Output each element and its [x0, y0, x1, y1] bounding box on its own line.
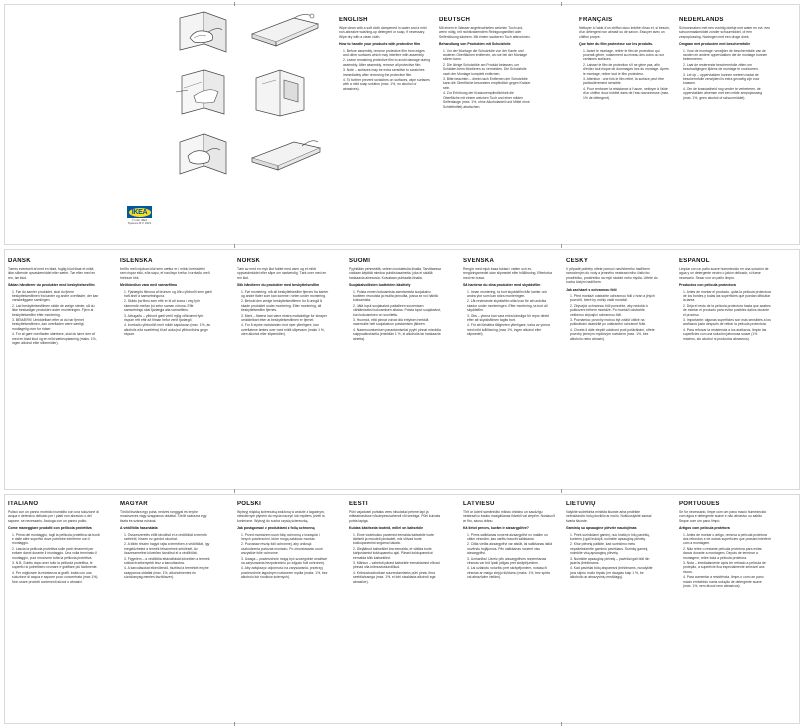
instruction-step: 3. Athugaðu – yfirborð gæti verið mjög viðkvæmt fyrir rispum rétt eftir að filman hefur verið fjarlægð. — [124, 313, 204, 323]
protective-film-heading: Suojakalvollisten tuotteiden käsittely — [349, 283, 411, 288]
instruction-step: 3. Importante: algunas superficies son más sensibles a los arañazos justo después de retirar la película protectora. — [683, 318, 771, 327]
instruction-step: 2. Låt resterande skyddsfilm sitta kvar för att undvika skador under monteringen. Efter montering, ta bort all skyddsfilm. — [467, 299, 548, 313]
instruction-step: 2. Ülejäänud kaitsekilet ära eemalda, et vältida toote kahjustamist kokkupaneku ajal. Pärast kokkupanekut eemalda kõik kaitsekiled. — [353, 546, 433, 560]
instruction-step: 4. Naarmuuntumisen parantamiseksi pyyhi pinnat miedolla saippualiuoksella (enintään 1 %, ei alkoholia tai hankaavia aineita). — [353, 327, 441, 341]
instruction-step: 1. Összeszerelés előtt távolítsd el a védőfóliát a termék széleiről, hiszen ez gondot okozhat. — [124, 532, 207, 542]
instruction-list — [349, 290, 441, 341]
protective-film-heading: A védőfólia használata — [120, 526, 158, 531]
instruction-step: 2. Die übrige Schutzfolie am Produkt belassen, um Schäden beim Montieren zu vermeiden. Die Schutzfolie nach der Montage komplett entfernen. — [443, 62, 527, 76]
fold-mark — [561, 2, 562, 6]
instruction-list — [463, 533, 555, 580]
language-title: DEUTSCH — [439, 17, 471, 23]
instruction-step: 4. Para reforzar la resistencia a los arañazos, limpie las superficies con una solución jabonosa suave (1% máximo, sin alcohol ni productos abrasivos). — [683, 327, 767, 341]
language-column — [349, 501, 441, 726]
language-title: DANSK — [8, 258, 31, 264]
instruction-step: 3. Let op – oppervlakken kunnen meteen nadat de beschermfolie verwijderd is extra gevoelig zijn voor krassen. — [683, 72, 760, 86]
language-title: ENGLISH — [339, 17, 368, 23]
cleaning-instructions: V případě potřeby otřete pomocí navlhčeného hadříkem namočeným do vody a jemného neabrazivního čisticího prostředku, prostředku na mytí nádobí nebo mýdla. Utřete do sucha čistým hadříkem. — [566, 267, 658, 285]
instruction-step: 1. Innan montering, ta bort skyddsfilm från kanter och andra ytor som kan störa monteringen. — [467, 289, 548, 299]
language-column — [8, 501, 100, 726]
language-title: ÍSLENSKA — [120, 258, 153, 264]
instruction-step: 3. Huomioi, että pinnat voivat olla erityisen herkkiä naarmuille heti suojakalvon poistamisen jälkeen. — [353, 318, 429, 327]
cleaning-instructions: Wytrzyj miękką ściereczką zwilżoną w wodzie z łagodnym, nieściernym płynem do mycia naczyń lub mydłem, jeżeli to konieczne. Wytrzyj do sucha czystą ściereczką. — [237, 510, 325, 523]
language-column — [566, 501, 658, 726]
fold-mark — [561, 489, 562, 493]
instruction-step: 3. N.B. Subito dopo aver tolto la pellicola protettiva, le superfici si potrebbero rovinare e graffiare più facilmente. — [12, 561, 98, 570]
cleaning-instructions: Limpiar con un paño suave humedecido en una solución de agua y un detergente neutro o jabón delicado, si fuese necesario. Secar con un paño limpio. — [679, 267, 769, 280]
language-column — [439, 17, 531, 237]
instruction-step: 2. Lad beskyttelsesfilmen sidde de øvrige steder, så du ikke beskadiger produktet under monteringen. Fjern al beskyttelsesfilm efter montering. — [12, 303, 95, 317]
instruction-step: 3. Uwaga – powierzchnie mogą być szczególnie wrażliwe na zarysowania bezpośrednio po zdjęciu folii ochronnej. — [241, 556, 328, 566]
cleaning-instructions: Se for necessário, limpe com um pano macio humedecido com água e detergente suave e não abrasivo ou sabão. Seque com um pano limpo. — [679, 510, 767, 523]
language-title: LATVIEŠU — [463, 501, 495, 507]
instruction-step: 1. Before assembly, remove protective film from edges and other surfaces which may interfere with assembly. — [343, 48, 425, 58]
cleaning-instructions: Tørres eventuelt af med en blød, fugtig klud tilsat et mildt, ikke-slibende opvaskemiddel eller sæbe. Tør efter med en ren, tør klud. — [8, 267, 96, 280]
illustration-panel-peel — [248, 132, 324, 174]
ikea-logo — [127, 206, 152, 231]
language-column — [339, 17, 431, 237]
language-title: ČESKY — [566, 258, 589, 264]
language-title: LIETUVIŲ — [566, 501, 596, 507]
language-column — [566, 258, 658, 483]
cleaning-instructions: Schoonmaken met een vochtig doekje met water en evt. een schoonmaakmiddel zonder schuurmiddel, of een zeepoplossing. Nadrogen met een droge doek. — [679, 26, 771, 39]
illustration-remove-film-cabinet — [174, 62, 232, 120]
cleaning-instructions: Pühi vajadusel puhtaks vees niisutatud pehme lapi ja mitteabrasiivse nõudepesuvahendi või seebiga. Pühi kuivaks puhta lapiga. — [349, 510, 441, 523]
language-column — [120, 501, 212, 726]
instruction-step: 3. Note – surfaces may be extra sensitive to scratches immediately after removing the protective film. — [343, 68, 425, 77]
illustration-hand-cloth — [174, 126, 234, 180]
instruction-step: 2. Lascia la pellicola protettiva sulle parti rimanenti per evitare danni durante il montaggio. Una volta terminato il montaggio, puoi rimuovere tutta la pellicola protettiva. — [12, 546, 97, 560]
language-title: ESPAÑOL — [679, 258, 710, 264]
instruction-step: 4. Per migliorare la resistenza ai graffi, tratta con una soluzione di acqua e sapone poco concentrata (max 1%). Non usare prodotti contenenti alcool o abrasivi. — [12, 570, 99, 584]
instruction-step: 4. Kad paviršiai būtų atsparesni įbrėžimams, nuvalykite juos silpnu muilo tirpalu (ne daugiau kaip 1 %, be alkoholio ar abrazyvinių medžiagų). — [570, 566, 653, 580]
cleaning-instructions: Tīrīt ar ūdenī samitrinātu mīkstu drāniņu un saudzīgu neabrazīvu trauku mazgāšanas līdzekli vai ziepēm. Noslaucīt ar tīru, sausu drānu. — [463, 510, 555, 523]
protective-film-heading: Kā lietot preces, kurām ir aizsargplēve? — [463, 526, 529, 531]
ikea-logo-text: IKEA — [129, 208, 151, 217]
instruction-list — [349, 533, 441, 584]
instruction-step: 2. Zbývající ochrannou fólii ponechte, aby nedošlo k poškození během montáže. Po montáži odstraňte veškerou zbývající ochrannou fólii. — [570, 303, 649, 317]
instruction-step: 1. Før du samler produktet, skal du fjerne beskyttelsesfilmen fra kanter og andre overflader, der kan vanskeliggøre samlingen. — [12, 289, 99, 303]
language-title: NORSK — [237, 258, 261, 264]
instruction-list — [679, 290, 771, 341]
instruction-list — [120, 533, 212, 580]
instruction-step: 3. Uzmanību! Uzreiz pēc aizsargplēves noņemšanas virsmas var būt īpaši jutīgas pret skrāpējumiem. — [467, 556, 547, 566]
copyright-text: © Inter IKEA Systems B.V. 2021 — [127, 218, 152, 226]
instruction-step: 1. Przed montażem usuń folię ochronną z krawędzi i innych powierzchni, które mogą zakłócać montaż. — [241, 532, 320, 542]
instruction-step: 2. Kitur plėvelę palikite, kad surinkimo metu nepažeistumėte gaminio paviršiaus. Surinkę gaminį, nuimkite visą apsauginę plėvelę. — [570, 542, 649, 556]
instruction-list — [679, 533, 771, 589]
instruction-step: 4. Om de krasvastheid nog verder te verbeteren, de oppervlakken afnemen met een milde zeepoplossing (max. 1%, geen alcohol of schuurmiddel). — [683, 86, 763, 100]
protective-film-heading: Artigos com película protetora — [679, 526, 730, 531]
instruction-step: 2. Skildu þá filmu sem eftir er til að koma í veg fyrir skemmdir meðan þú setur saman vöruna. Eftir samsetningu skal fjarlægja alla varnarfilmu. — [124, 299, 200, 313]
instruction-list — [8, 533, 100, 584]
language-title: SUOMI — [349, 258, 371, 264]
instruction-step: 1. Prima del montaggio, togli la pellicola protettiva da bordi e dalle altre superfici dove potrebbe interferire con il montaggio. — [12, 532, 100, 546]
instruction-list — [579, 49, 671, 100]
instruction-step: 1. Avant le montage, retirer le film de protection qui pourrait gêner, notamment au niveau des coins ou sur certaines surfaces. — [583, 48, 665, 62]
language-column — [579, 17, 671, 237]
instruction-step: 2. Citās vietās aizsargplēvi var atstāt, lai salikšanas laikā novērstu bojājumus. Pēc salikšanas noņemt visu aizsargplēvi. — [467, 542, 552, 556]
language-column — [679, 17, 771, 237]
protective-film-heading: How to handle your products with protective film — [339, 42, 421, 47]
cleaning-instructions: Valykite sudrėkinta minkšta šluoste arba pridėkite nebraižančio indų ploviklio ar muilo. Nušluostykite sausai švaria šluoste. — [566, 510, 652, 523]
instruction-step: 2. A többi részen hagyd rajta a terméken a védőfóliát, így megelőzheted a termék felszínének sérülését. Az összeszerelést követően távolítsd el a védőfóliát. — [124, 542, 210, 556]
instruction-step: 1. Før montering: må all beskyttelsesfilm fjernes fra kanter og andre flater som kan komme i veien under montering. — [241, 289, 329, 299]
cleaning-instructions: Töröld tisztára egy puha, nedves ronggyal és enyhe mosószeres vagy szappanos oldattal. Törölt szárazra egy tiszta és száraz ruhával. — [120, 510, 207, 523]
language-title: POLSKI — [237, 501, 262, 507]
cleaning-instructions: Pyyhitään pehmeällä, veteen kostutetulla liinalla. Tarvittaessa voidaan käyttää miedoa puhdistusainetta, joka ei sisällä hankaavia ainesosia. Kuivataan puhtaalla liinalla. — [349, 267, 441, 280]
instruction-step: 2. Laat de resterende beschermfolie zitten om beschadigingen tijdens de montage te voorkomen. — [683, 62, 759, 72]
language-column — [120, 258, 212, 483]
instruction-step: 2. Pozostaw resztę folii ochronnej, aby uniknąć uszkodzenia podczas montażu. Po zmontowaniu usuń wszystkie folie ochronne. — [241, 542, 323, 556]
fold-mark — [234, 2, 235, 6]
protective-film-heading: Omgaan met producten met beschermfolie — [679, 42, 751, 47]
cleaning-instructions: Wipe clean with a soft cloth dampened in water and a mild non-abrasive washing-up detergent or soap, if necessary. Wipe dry with a clean cloth. — [339, 26, 427, 39]
instruction-step: 4. Lai uzlabotu noturību pret skrāpējumiem, noslaucīt virsmas ar maigu ziepju šķīdumu (maks. 1%, bez spirta vai abrazīvām vielām). — [467, 566, 550, 580]
instruction-step: 4. För att förbättra tåligheten ytterligare, torka av ytorna med mild tvållösning (max 1%, ingen alkohol eller slipmedel). — [467, 323, 550, 337]
protective-film-heading: Slik håndterer du produkter med beskyttelsesfilm — [237, 283, 320, 288]
instruction-step: 3. Figyelem – a védőfólia eltávolítását követően a termék sokkal érzékenyebb lesz a karcolásokra. — [124, 556, 210, 566]
instruction-step: 4. Aby zwiększyć odporność na zarysowania, przetrzyj powierzchnie łagodnym roztworem mydła (maks. 1%, bez alkoholu lub środków ściernych). — [241, 566, 328, 580]
instruction-step: 1. Enne tootekokku panemist eemalda kaitsekile toote ääriselt ja muudelt pindadelt, mis võivad toote kokkupanemist segama hakata. — [353, 532, 435, 546]
language-column — [679, 258, 771, 483]
instruction-list — [339, 49, 431, 92]
instruction-step: 4. Pour renforcer la résistance à l'usure, nettoyer à l'aide d'un chiffon doux imbibé dans de l'eau savonneuse (max. 1% de détergent). — [583, 86, 670, 100]
instruction-step: 1. Voor de montage: verwijder de beschermfolie van de randen en andere oppervlakken die de montage kunnen belemmeren. — [683, 48, 768, 62]
instruction-step: 2. Jätä loput suojakalvot paikalleen suurentaen vähtämiseksi kokoamisen aikana. Poista loput suojakalvot, kun kokoaminen on suoritettu. — [353, 303, 441, 317]
language-column — [349, 258, 441, 483]
language-title: PORTUGUES — [679, 501, 720, 507]
cleaning-instructions: Nettoyer à l'aide d'un chiffon doux imbibé d'eau et, si besoin, d'un détergent non abrasif ou de savon. Essuyer avec un chiffon propre. — [579, 26, 670, 39]
instruction-step: 4. To further prevent scratches on surfaces, wipe surfaces with a mild soap solution (max. 1%, no alcohol or abrasives). — [343, 78, 430, 91]
language-title: FRANÇAIS — [579, 17, 613, 23]
instruction-list — [237, 533, 329, 580]
instruction-step: 2. Não retire o restante película protetora para evitar danos durante a montagem. Depois de terminar a montagem, retire toda a película protetora. — [683, 546, 762, 560]
illustration-film-board — [248, 10, 322, 50]
instruction-step: 1. Fjarlægðu filmuna af brúnum og öðru yfirborði sem gæti haft áhrif á samsetninguna. — [124, 289, 212, 299]
instruction-step: 3. Merk – flatene kan være ekstra mottakelige for skraper umiddelbart etter at beskyttelsesfilmen er fjernet. — [241, 313, 327, 323]
protective-film-heading: Sådan håndterer du produkter med beskyttelsesfilm — [8, 283, 95, 288]
protective-film-heading: Kuidas käsitseda tooteid, millel on kaitsekile — [349, 526, 424, 531]
protective-film-heading: Gaminių su apsaugine plėvele naudojimas — [566, 526, 637, 531]
protective-film-heading: Come maneggiare prodotti con pellicola protettiva — [8, 526, 92, 531]
language-title: ITALIANO — [8, 501, 39, 507]
instruction-step: 1. Pirms salikšanas noņemt aizsargplēvi no malām un citām virsmām, kas varētu traucēt salikšanai. — [467, 532, 548, 542]
instruction-list — [439, 49, 531, 109]
protective-film-heading: Meðhöndlun vara með varnarfilmu — [120, 283, 178, 288]
instruction-step: 4. Kriimustuskindluse suurendamiseks pühi pindu õrna seebilahusega (max. 1%, ei tohi sisaldada alkoholi ega abrasiive). — [353, 570, 436, 584]
fold-mark — [234, 722, 235, 726]
instruction-step: 1. Před montáží odstraňte ochrannou fólii z hran a jiných povrchů, které by mohly vadit montáži. — [570, 294, 655, 303]
language-column — [679, 501, 771, 726]
instruction-step: 1. Prieš surinkdami gaminį, nuo kraštų ir kitų paviršių, kuriems ji gali trukdyti, nuimkite apsauginę plėvelę. — [570, 532, 651, 542]
language-title: NEDERLANDS — [679, 17, 724, 23]
instruction-step: 1. Poista ennen kokoamista asentamista suojakalvo tuotteen reunoista ja muilta pinnoilta, joissa se voi häiritä kokoamista. — [353, 289, 438, 303]
instruction-step: 1. Antes de montar o artigo, remova a película protetora dos rebordos e de outras superfícies que possam interferir com a montagem. — [683, 532, 771, 546]
instruction-step: 3. Nota – imediatamente após ter retirado a película de proteção, a superfície fica especialmente sensível aos riscos. — [683, 561, 766, 574]
illustration-cloth-wipe — [174, 8, 232, 60]
language-column — [463, 258, 555, 483]
illustration-frame-film — [250, 66, 310, 118]
language-column — [463, 501, 555, 726]
ikea-logo-mark — [127, 206, 152, 218]
instruction-step: 4. Zur Erhöhung der Kratzunempfindlichkeit die Oberfläche mit einem weichen Tuch und einer milden Seifenlauge (max. 1%, ohne Alkoholanteil und Mittel ohne Schleifmittel) abwischen. — [443, 91, 530, 109]
cleaning-instructions: Mit einem in Wasser angefeuchteten weichen Tuch und, wenn nötig, mit nichtkratzendem Reinigungsmittel oder Seifenlösung säubern. Mit einem sauberen Tuch abtrocknen. — [439, 26, 531, 39]
instruction-list — [463, 290, 555, 337]
instruction-list — [566, 533, 658, 580]
cleaning-instructions: Þrífðu með mjúkum klút sem vættur er í mildu hreinsiefni sem rispar ekki, eða sápu, ef nauðsyn krefur. Þurrkaðu með hreinum klút. — [120, 267, 210, 280]
protective-film-heading: Que faire du film protecteur sur les produits. — [579, 42, 654, 47]
fold-mark — [561, 722, 562, 726]
instruction-step: 1. Antes de montar el producto, quita la película protectora de los bordes y todas las superficies que puedan dificultar la tarea. — [683, 289, 771, 303]
language-column — [8, 258, 100, 483]
language-title: EESTI — [349, 501, 368, 507]
instruction-step: 2. Deja el resto de la película protectora hasta que acabes de montar el producto para evitar posibles daños durante el proceso. — [683, 303, 771, 317]
instruction-step: 4. Para aumentar a resistência, limpe-o com um pano macio embebido numa solução de detergente suave (máx. 1%, sem álcool nem abrasivos). — [683, 575, 764, 589]
protective-film-heading: Jak postępować z produktami z folią ochronną — [237, 526, 315, 531]
language-title: SVENSKA — [463, 258, 495, 264]
instruction-step: 3. Attention : une fois le film retiré, la surface peut être particulièrement sensible. — [583, 77, 665, 86]
cleaning-instructions: Pulisci con un panno morbido inumidito con una soluzione di acqua e detersivo delicato per i piatti non abrasivo o del sapone, se necessario. Asciuga con un panno pulito. — [8, 510, 99, 523]
protective-film-heading: Productos con película protectora — [679, 283, 736, 288]
instruction-step: 1. Vor der Montage die Schutzfolie von der Kante und anderen Oberflächen entfernen, wo sie bei der Montage stören kann. — [443, 48, 528, 62]
fold-mark — [234, 244, 235, 248]
cleaning-instructions: Rengör med mjuk trasa fuktad i vatten och ev. rengöringsmedel utan slipmedel eller tvållösning. Eftertorka med ren trasa. — [463, 267, 552, 280]
instruction-step: 2. Leave remaining protective film to avoid damage during assembly. After assembly, remove all protective film. — [343, 58, 431, 67]
language-column — [237, 501, 329, 726]
instruction-step: 3. Bitte beachten – direkt nach Entfernen der Schutzfolie kann die Oberfläche besonders empfindlich gegen Kratzer sein. — [443, 77, 531, 90]
fold-mark — [234, 489, 235, 493]
protective-film-heading: Jak zacházet s ochrannou fólií — [566, 287, 617, 292]
instruction-list — [237, 290, 329, 337]
protective-film-heading: Så hanterar du dina produkter med skyddsfilm — [463, 283, 541, 288]
instruction-step: 4. Chcete-li dále zlepšit odolnost proti poškrábání, otřete povrchy jemným mýdlovým roztokem (max. 1%, bez alkoholu nebo abraziv). — [570, 327, 655, 341]
cleaning-instructions: Tørk av med en myk klut fuktet med vann og et mildt oppvaskmiddel eller såpe om nødvendig. Tørk over med en ren klut. — [237, 267, 327, 280]
language-title: MAGYAR — [120, 501, 148, 507]
instruction-step: 4. For at gøre overfladen stærkere, skal du tørre den af med en blød klud og en mild sæbeopløsning (maks. 1%, ingen alkohol eller slibemidler). — [12, 332, 97, 346]
instruction-step: 2. Behold den øvrige beskyttelsesfilmen for å unngå å skade produktet under montering. Etter montering, all beskyttelsesfilm fjernes. — [241, 299, 322, 313]
instruction-step: 3. Poznámka: povrchy mohou být zvlášť citlivé na poškrábání okamžitě po odstranění ochranné fólie. — [570, 318, 647, 327]
instruction-step: 3. BEMÆRK! Umiddelbart efter at du har fjernet beskyttelsesfilmen, kan overfladen være særligt modtagelig over for ridser. — [12, 318, 84, 331]
instruction-step: 4. Þurrkaðu yfirborðið með mildri sápulausn (max. 1%, án alkóhóls eða svarfefna) til að auka þol yfirborðsins gegn rispum. — [124, 323, 211, 337]
fold-mark — [561, 244, 562, 248]
instruction-step: 4. A karcolásokat elkerülendő, tisztítsd a terméket enyhe szappanos oldattal (max. 1%, alkoholmentes és súrolóanyag-mentes tisztítószer). — [124, 566, 209, 580]
instruction-list — [8, 290, 100, 346]
instruction-step: 4. For å styrke motstanden mot riper ytterligere, kan overflatene tørkes over med mildt såpevann (maks 1 %, uten alkohol eller slipemidler). — [241, 323, 325, 337]
protective-film-heading: Behandlung von Produkten mit Schutzfolie — [439, 42, 511, 47]
instruction-step: 2. Laisser le film de protection s'il ne gêne pas, afin d'éviter tout risque de dommages lors du montage. Après le montage, retirer tout le film protecteur. — [583, 62, 669, 76]
instruction-step: 3. Obs – ytorna kan vara extra känsliga för repor direkt efter att skyddsfilmen tagits bort. — [467, 313, 549, 323]
instruction-step: 3. Nuimkite apsauginę plėvelę – paviršiai gali būti itin jautrūs įbrėžimams. — [570, 556, 650, 566]
instruction-list — [120, 290, 212, 337]
instruction-step: 3. Märkus – vahetult pärast kaitsekile eemaldamist võivad pinnad olla kriimustustundlikud. — [353, 561, 440, 570]
language-column — [237, 258, 329, 483]
instruction-list — [566, 294, 658, 341]
instruction-list — [679, 49, 771, 100]
